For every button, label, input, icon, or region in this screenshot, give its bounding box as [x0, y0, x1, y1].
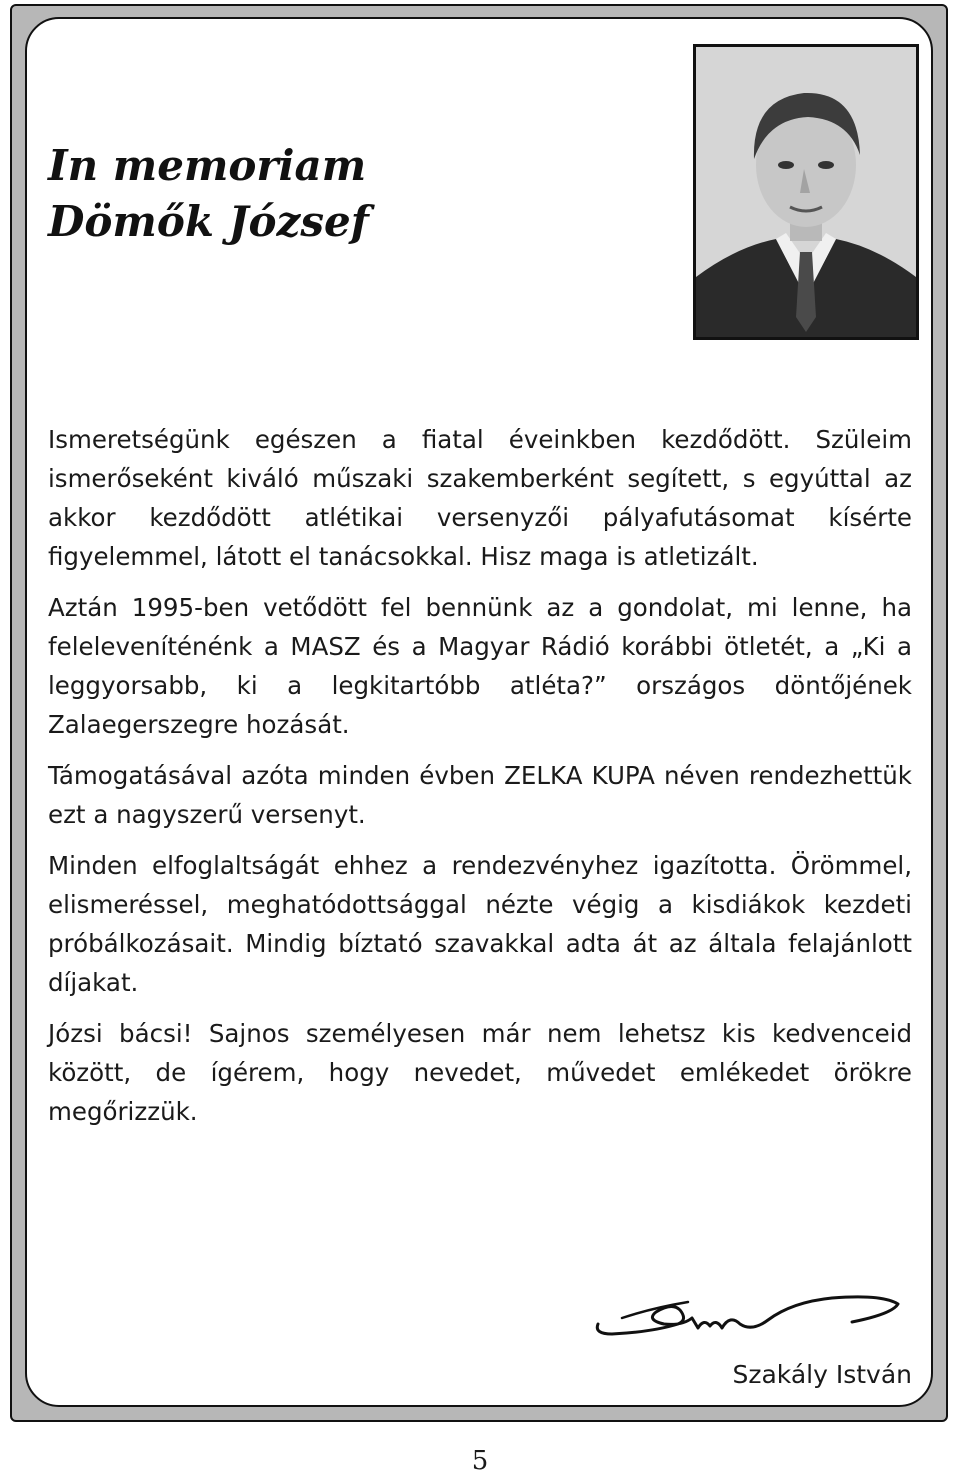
memorial-body [48, 420, 912, 1143]
memorial-title [48, 138, 369, 250]
page-number: 5 [471, 1446, 489, 1476]
signer-name: Szakály István [732, 1360, 912, 1389]
paragraph-4: Minden elfoglaltságát ehhez a rendezvényhez igazította. Örömmel, elismeréssel, meghatódottsággal nézte végig a kisdiákok kezdeti próbálkozásait. Mindig bíztató szavakkal adta át az általa felajánlott díjakat. [48, 851, 912, 997]
paragraph-5: Józsi bácsi! Sajnos személyesen már nem lehetsz kis kedvenceid között, de ígérem, hogy nevedet, művedet emlékedet örökre megőrizzük. [48, 1019, 912, 1126]
paragraph-3: Támogatásával azóta minden évben ZELKA KUPA néven rendezhettük ezt a nagyszerű versenyt. [48, 761, 912, 829]
handwritten-signature [592, 1288, 908, 1344]
title-line-2: Dömők József [48, 197, 369, 246]
title-line-1: In memoriam [48, 141, 367, 190]
paragraph-2: Aztán 1995-ben vetődött fel bennünk az a gondolat, mi lenne, ha feleleveníténénk a MASZ és a Magyar Rádió korábbi ötletét, a „Ki a leggyorsabb, ki a legkitartóbb atléta?” országos döntőjének Zalaegerszegre hozását. [48, 593, 912, 739]
portrait-photo [693, 44, 919, 340]
paragraph-1: Ismeretségünk egészen a fiatal éveinkben kezdődött. Szüleim ismerőseként kiváló műszaki szakemberként segített, s egyúttal az akkor kezdődött atlétikai versenyzői pályafutásomat kísérte figyelemmel, látott el tanácsokkal. Hisz maga is atletizált. [48, 425, 912, 571]
portrait-image [696, 47, 916, 337]
